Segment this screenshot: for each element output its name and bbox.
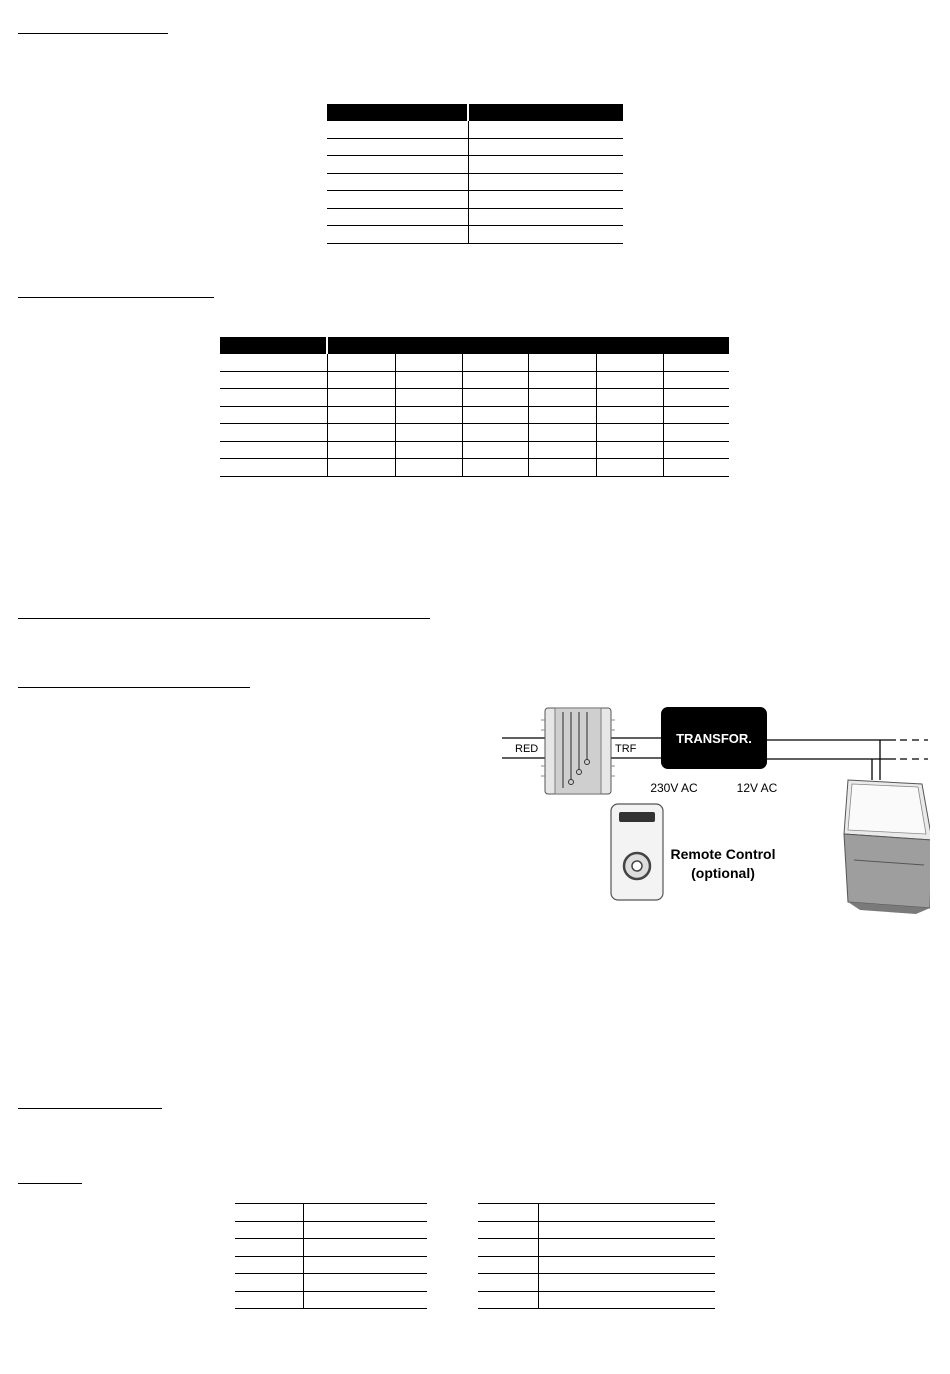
table-row: [235, 1221, 427, 1239]
table-cell: [235, 1239, 303, 1257]
table-cell: [303, 1239, 427, 1257]
table-cell: [468, 173, 623, 191]
table-cell: [462, 424, 528, 442]
transformer-label: TRANSFOR.: [676, 731, 752, 746]
trf-label: TRF: [615, 743, 637, 755]
table-cell: [596, 354, 663, 372]
table-cell: [395, 441, 462, 459]
spec-table-2: [220, 337, 729, 477]
section-heading-2-underline: [18, 297, 214, 298]
table-cell: [220, 459, 327, 477]
table-cell: [468, 226, 623, 244]
table-row: [327, 121, 623, 139]
table-cell: [327, 156, 468, 174]
table-cell: [395, 354, 462, 372]
table-header-cell: [468, 104, 623, 121]
table-cell: [663, 459, 729, 477]
section-heading-1-underline: [18, 33, 168, 34]
table-cell: [327, 371, 395, 389]
table-cell: [478, 1204, 538, 1222]
table-cell: [220, 371, 327, 389]
table-cell: [220, 354, 327, 372]
table-cell: [596, 459, 663, 477]
table-cell: [462, 371, 528, 389]
table-row: [327, 226, 623, 244]
table-cell: [395, 406, 462, 424]
table-cell: [538, 1291, 715, 1309]
remote-control-device: [611, 804, 663, 900]
table-cell: [538, 1204, 715, 1222]
table-cell: [528, 424, 596, 442]
table-row: [220, 424, 729, 442]
table-cell: [528, 441, 596, 459]
table-header-row: [220, 337, 729, 354]
table-cell: [538, 1239, 715, 1257]
table-cell: [478, 1256, 538, 1274]
table-cell: [528, 389, 596, 407]
table-cell: [478, 1221, 538, 1239]
table-row: [235, 1291, 427, 1309]
table-cell: [235, 1221, 303, 1239]
spec-table-3b: [478, 1203, 715, 1309]
table-cell: [220, 389, 327, 407]
table-cell: [663, 354, 729, 372]
table-row: [220, 389, 729, 407]
section-heading-3-underline: [18, 618, 430, 619]
table-cell: [462, 459, 528, 477]
table-cell: [462, 441, 528, 459]
table-cell: [327, 441, 395, 459]
table-row: [327, 208, 623, 226]
table-cell: [327, 191, 468, 209]
table-row: [235, 1204, 427, 1222]
lamp-housing: [844, 780, 930, 914]
controller-device: [541, 708, 615, 794]
table-row: [478, 1291, 715, 1309]
table-cell: [596, 424, 663, 442]
table-header-cell: [220, 337, 327, 354]
table-cell: [663, 441, 729, 459]
table-row: [327, 173, 623, 191]
table-cell: [395, 371, 462, 389]
table-cell: [303, 1291, 427, 1309]
table-cell: [327, 459, 395, 477]
table-cell: [538, 1221, 715, 1239]
table-cell: [327, 208, 468, 226]
section-heading-6-underline: [18, 1183, 82, 1184]
wiring-diagram: [498, 700, 930, 920]
table-cell: [303, 1274, 427, 1292]
spec-table-3a: [235, 1203, 427, 1309]
table-cell: [303, 1256, 427, 1274]
table-cell: [220, 441, 327, 459]
table-cell: [663, 406, 729, 424]
table-row: [220, 354, 729, 372]
table-cell: [528, 354, 596, 372]
table-cell: [235, 1291, 303, 1309]
table-row: [235, 1256, 427, 1274]
table-cell: [235, 1204, 303, 1222]
table-cell: [395, 459, 462, 477]
table-cell: [596, 371, 663, 389]
table-cell: [327, 173, 468, 191]
table-cell: [538, 1274, 715, 1292]
table-cell: [528, 371, 596, 389]
table-row: [220, 406, 729, 424]
table-row: [478, 1274, 715, 1292]
table-row: [220, 459, 729, 477]
table-row: [478, 1256, 715, 1274]
table-row: [478, 1204, 715, 1222]
remote-control-label: Remote Control: [670, 846, 776, 862]
table-row: [220, 441, 729, 459]
table-cell: [663, 389, 729, 407]
table-cell: [220, 406, 327, 424]
table-cell: [462, 389, 528, 407]
section-heading-4-underline: [18, 687, 250, 688]
table-header-cell: [327, 337, 729, 354]
table-cell: [395, 424, 462, 442]
table-cell: [395, 389, 462, 407]
table-cell: [327, 121, 468, 139]
table-cell: [663, 424, 729, 442]
table-cell: [596, 441, 663, 459]
table-header-row: [327, 104, 623, 121]
table-cell: [528, 459, 596, 477]
table-cell: [220, 424, 327, 442]
table-cell: [327, 424, 395, 442]
output-voltage-label: 12V AC: [736, 781, 778, 795]
table-cell: [327, 389, 395, 407]
input-voltage-label: 230V AC: [650, 781, 698, 795]
table-cell: [327, 226, 468, 244]
table-row: [327, 138, 623, 156]
table-cell: [528, 406, 596, 424]
table-cell: [235, 1274, 303, 1292]
table-cell: [596, 389, 663, 407]
table-cell: [478, 1274, 538, 1292]
table-cell: [478, 1239, 538, 1257]
table-cell: [327, 354, 395, 372]
table-row: [478, 1239, 715, 1257]
table-row: [478, 1221, 715, 1239]
table-cell: [462, 354, 528, 372]
section-heading-5-underline: [18, 1108, 162, 1109]
table-cell: [303, 1204, 427, 1222]
table-row: [327, 156, 623, 174]
table-cell: [327, 406, 395, 424]
remote-optional-label: (optional): [691, 865, 755, 881]
table-cell: [303, 1221, 427, 1239]
table-row: [235, 1274, 427, 1292]
table-cell: [468, 191, 623, 209]
table-cell: [327, 138, 468, 156]
table-row: [235, 1239, 427, 1257]
table-cell: [596, 406, 663, 424]
red-label: RED: [515, 743, 539, 755]
table-cell: [478, 1291, 538, 1309]
table-row: [220, 371, 729, 389]
table-row: [327, 191, 623, 209]
table-cell: [468, 156, 623, 174]
table-header-cell: [327, 104, 468, 121]
table-cell: [468, 138, 623, 156]
table-cell: [663, 371, 729, 389]
table-cell: [235, 1256, 303, 1274]
table-cell: [538, 1256, 715, 1274]
table-cell: [462, 406, 528, 424]
table-cell: [468, 121, 623, 139]
table-cell: [468, 208, 623, 226]
spec-table-1: [327, 104, 623, 244]
